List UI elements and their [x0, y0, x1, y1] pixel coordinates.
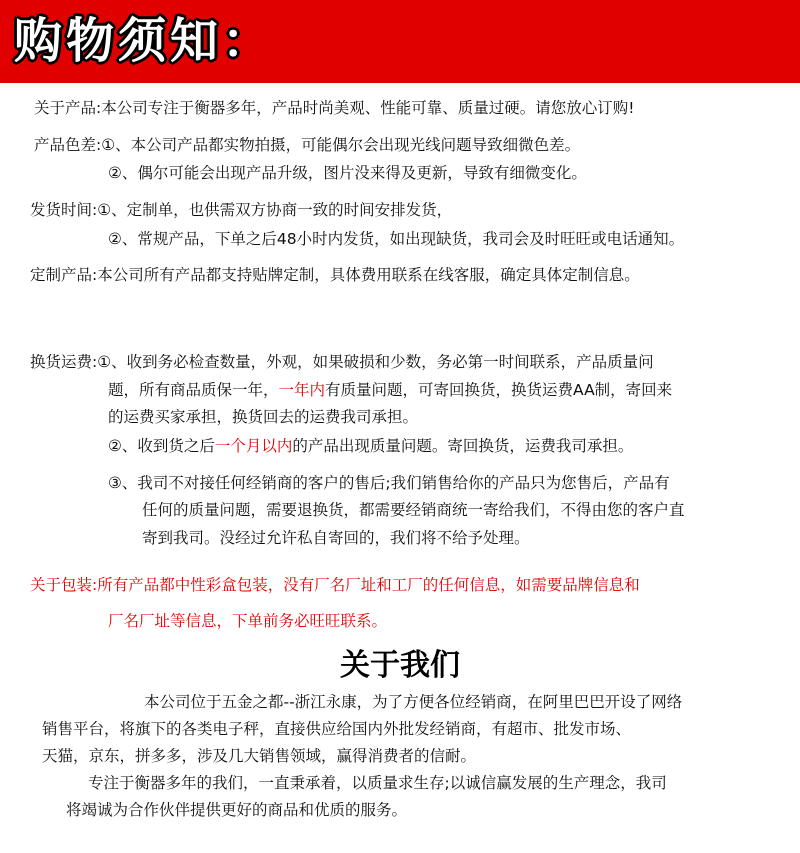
- about-p1-line-3: 天猫，京东，拼多多，涉及几大销售领域，赢得消费者的信耐。: [42, 747, 477, 765]
- notice-exchange-2: [108, 380, 672, 400]
- about-p1-line-2: 销售平台，将旗下的各类电子秤，直接供应给国内外批发经销商，有超市、批发市场、: [42, 720, 632, 738]
- notice-packaging-2: 厂名厂址等信息，下单前务必旺旺联系。: [108, 612, 388, 630]
- notice-exchange-4b: 一个月以内: [214, 437, 293, 455]
- about-p2-line-1: 专注于衡器多年的我们，一直秉承着，以质量求生存;以诚信赢发展的生产理念，我司: [88, 774, 667, 792]
- notice-exchange-2c: 有质量问题，可寄回换货，换货运费AA制，寄回来: [325, 381, 673, 399]
- notice-exchange-4: [108, 436, 633, 456]
- header-banner: [0, 0, 800, 83]
- notice-exchange-5: ③、我司不对接任何经销商的客户的售后;我们销售给你的产品只为您售后，产品有: [108, 474, 670, 492]
- notice-exchange-4a: ②、收到货之后: [108, 437, 215, 455]
- notice-exchange-4c: 的产品出现质量问题。寄回换货，运费我司承担。: [292, 437, 634, 455]
- notice-exchange-2a: 题，所有商品质保一年，: [108, 381, 279, 399]
- notice-packaging-1: 关于包装:所有产品都中性彩盒包装，没有厂名厂址和工厂的任何信息，如需要品牌信息和: [30, 576, 640, 594]
- notice-exchange-1: 换货运费:①、收到务必检查数量，外观，如果破损和少数，务必第一时间联系，产品质量问: [30, 353, 654, 371]
- about-p2-line-2: 将竭诚为合作伙伴提供更好的商品和优质的服务。: [66, 801, 408, 819]
- notice-shipping-2: ②、常规产品，下单之后48小时内发货，如出现缺货，我司会及时旺旺或电话通知。: [108, 230, 685, 248]
- notice-color-diff-2: ②、偶尔可能会出现产品升级，图片没来得及更新，导致有细微变化。: [108, 164, 587, 182]
- notice-exchange-6: 任何的质量问题，需要退换货，都需要经销商统一寄给我们，不得由您的客户直: [142, 501, 685, 519]
- notice-exchange-7: 寄到我司。没经过允许私自寄回的，我们将不给予处理。: [142, 529, 530, 547]
- notice-exchange-2b: 一年内: [278, 381, 326, 399]
- about-title: 关于我们: [340, 648, 460, 683]
- notice-color-diff-1: 产品色差:①、本公司产品都实物拍摄，可能偶尔会出现光线问题导致细微色差。: [34, 136, 581, 154]
- notice-product: 关于产品:本公司专注于衡器多年，产品时尚美观、性能可靠、质量过硬。请您放心订购!: [34, 99, 635, 117]
- notice-exchange-3: 的运费买家承担，换货回去的运费我司承担。: [108, 408, 419, 426]
- notice-custom: 定制产品:本公司所有产品都支持贴牌定制，具体费用联系在线客服，确定具体定制信息。: [30, 266, 640, 284]
- banner-title: 购物须知：: [14, 13, 275, 69]
- about-p1-line-1: 本公司位于五金之都--浙江永康，为了方便各位经销商，在阿里巴巴开设了网络: [144, 693, 683, 711]
- notice-shipping-1: 发货时间:①、定制单，也供需双方协商一致的时间安排发货，: [30, 201, 453, 219]
